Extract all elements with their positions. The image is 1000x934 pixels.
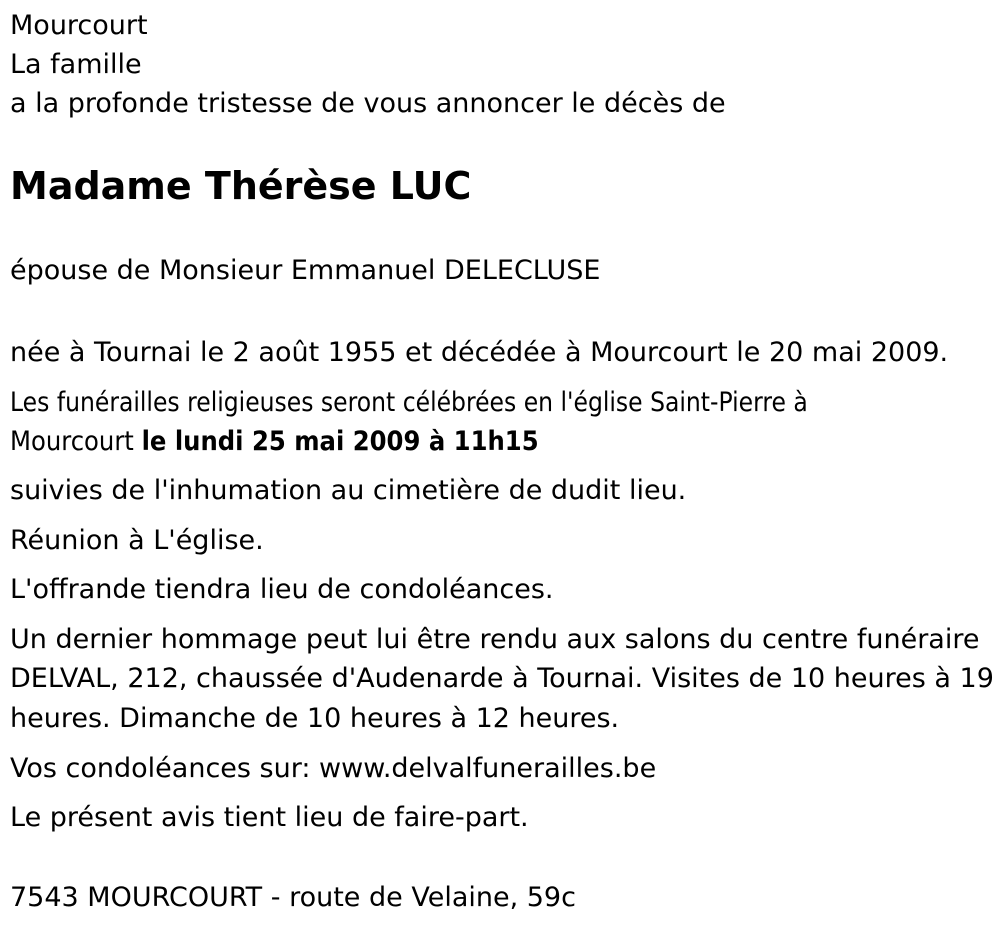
notice-line: Le présent avis tient lieu de faire-part. bbox=[10, 802, 529, 833]
burial-line: suivies de l'inhumation au cimetière de dudit lieu. bbox=[10, 475, 687, 506]
tribute-line-2: DELVAL, 212, chaussée d'Audenarde à Tournai. Visites de 10 heures à 19 bbox=[10, 663, 994, 694]
intro-line: a la profonde tristesse de vous annoncer le décès de bbox=[10, 88, 726, 119]
spouse-line: épouse de Monsieur Emmanuel DELECLUSE bbox=[10, 255, 601, 286]
offering-line: L'offrande tiendra lieu de condoléances. bbox=[10, 574, 554, 605]
location-line: Mourcourt bbox=[10, 10, 148, 41]
address-line: 7543 MOURCOURT - route de Velaine, 59c bbox=[10, 882, 576, 913]
funeral-line-2 bbox=[10, 428, 597, 455]
condolences-website-url: www.delvalfunerailles.be bbox=[319, 753, 657, 784]
condolences-prefix: Vos condoléances sur: bbox=[10, 753, 320, 784]
family-line: La famille bbox=[10, 49, 142, 80]
birth-death-line: née à Tournai le 2 août 1955 et décédée à Mourcourt le 20 mai 2009. bbox=[10, 337, 949, 368]
meeting-line: Réunion à L'église. bbox=[10, 525, 264, 556]
funeral-date-time: le lundi 25 mai 2009 à 11h15 bbox=[141, 426, 539, 457]
funeral-line-2-prefix: Mourcourt bbox=[10, 426, 142, 457]
deceased-name-heading: Madame Thérèse LUC bbox=[10, 164, 472, 208]
tribute-line-3: heures. Dimanche de 10 heures à 12 heures. bbox=[10, 703, 620, 734]
funeral-line-2-text bbox=[10, 428, 539, 455]
tribute-line-1: Un dernier hommage peut lui être rendu aux salons du centre funéraire bbox=[10, 624, 980, 655]
funeral-line-1-text: Les funérailles religieuses seront célébrées en l'église Saint-Pierre à bbox=[10, 387, 808, 418]
funeral-line-1 bbox=[10, 389, 927, 416]
condolences-line bbox=[10, 755, 656, 782]
